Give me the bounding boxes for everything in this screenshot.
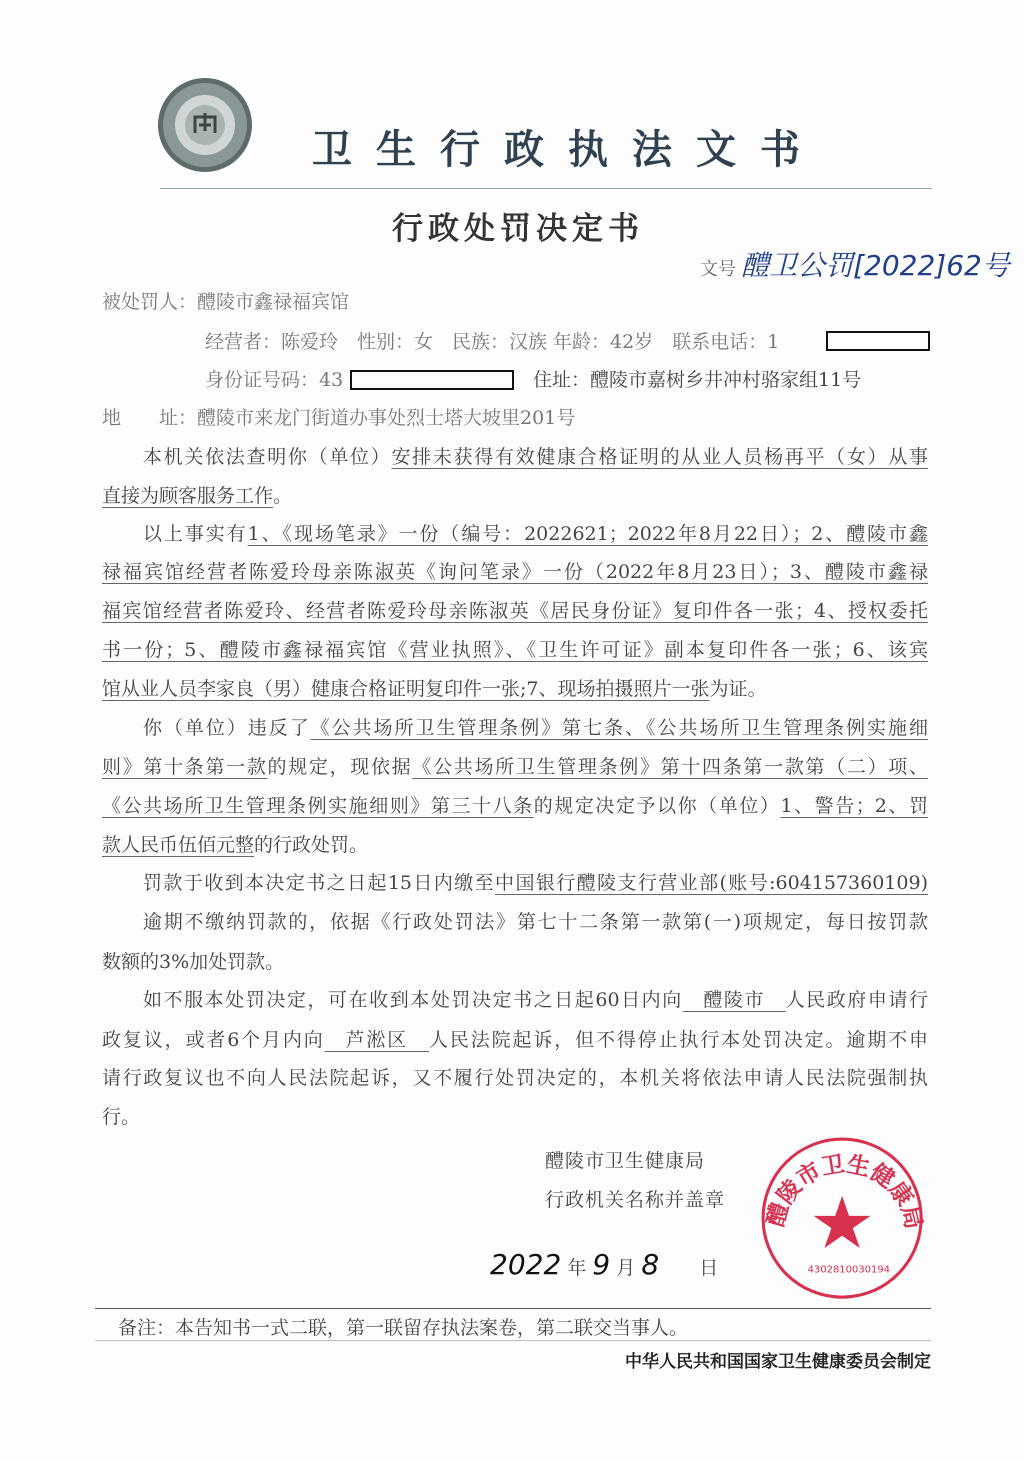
agency-name: 醴陵市卫生健康局: [545, 1150, 706, 1172]
divider: [160, 188, 932, 189]
divider: [95, 1308, 931, 1309]
agency-seal-label: 行政机关名称并盖章: [545, 1189, 726, 1211]
body-line: [143, 909, 928, 935]
form-text: 请行政复议也不向人民法院起诉，又不履行处罚决定的，本机关将依法申请人民法院强制执: [102, 1067, 928, 1089]
body-line: [102, 598, 928, 624]
date-day: 8: [641, 1248, 660, 1281]
body-line: [102, 1104, 140, 1130]
body-line: [102, 832, 368, 858]
body-line: [143, 870, 928, 896]
body-line: [102, 559, 928, 585]
body-line: [102, 637, 928, 663]
decision-date: [490, 1248, 718, 1281]
underlined-fill-text: 《公共场所卫生管理条例实施细则》第三十八条: [102, 795, 534, 817]
form-text: 逾期不缴纳罚款的，依据《行政处罚法》第七十二条第一款第(一)项规定，每日按罚款: [143, 911, 928, 933]
form-text: 本机关依法查明你（单位）: [143, 446, 392, 468]
form-text: 数额的3%加处罚款。: [102, 951, 285, 973]
underlined-fill-text: 芦淞区: [324, 1029, 429, 1051]
form-text: 的规定决定予以你（单位）: [533, 795, 781, 817]
underlined-fill-text: 《公共场所卫生管理条例》第七条、《公共场所卫生管理条例实施细: [310, 717, 928, 739]
document-title: 行政处罚决定书: [392, 211, 644, 247]
body-line: [102, 949, 284, 975]
underlined-fill-text: 禄福宾馆经营者陈爱玲母亲陈淑英《询问笔录》一份（2022年8月23日）；3、醴陵市鑫禄: [102, 561, 928, 583]
penalized-party: 被处罚人：醴陵市鑫禄福宾馆: [102, 291, 350, 313]
operator-info: 经营者：陈爱玲 性别：女 民族：汉族 年龄：42岁 联系电话：1: [205, 331, 780, 353]
seal-arc-text: 醴陵市卫生健康局: [762, 1151, 925, 1232]
document-number-label: 文号: [700, 259, 736, 280]
underlined-fill-text: 1、警告；2、罚: [780, 795, 928, 817]
body-line: [102, 483, 292, 509]
form-text: 为证。: [709, 678, 767, 700]
underlined-fill-text: 《公共场所卫生管理条例》第十四条第一款第（二）项、: [412, 756, 928, 778]
form-text: 行。: [102, 1106, 141, 1128]
residence: 住址：醴陵市嘉树乡井冲村骆家组11号: [533, 369, 862, 391]
document-category-title: 卫生行政执法文书: [312, 126, 824, 173]
form-issuer: 中华人民共和国国家卫生健康委员会制定: [625, 1352, 931, 1372]
body-line: [102, 1027, 928, 1053]
divider: [95, 1340, 931, 1341]
body-line: [102, 793, 928, 819]
underlined-fill-text: 款人民币伍佰元整: [102, 834, 255, 856]
seal-code: 4302810030194: [807, 1264, 891, 1276]
underlined-fill-text: 直接为顾客服务工作: [102, 485, 274, 507]
id-number-label: 身份证号码：43: [205, 369, 344, 391]
body-line: [102, 754, 928, 780]
date-month: 9: [592, 1248, 611, 1281]
redaction-box-phone: [826, 331, 930, 351]
day-label: 日: [699, 1257, 719, 1279]
body-line: [102, 1065, 928, 1091]
form-text: 人民法院起诉，但不得停止执行本处罚决定。逾期不申: [429, 1029, 928, 1051]
document-number-handwritten: 醴卫公罚[2022]62号: [741, 249, 1010, 282]
form-text: 的规定，现依据: [267, 756, 413, 778]
body-line: [143, 444, 928, 470]
body-line: [143, 987, 928, 1013]
form-text: 如不服本处罚决定，可在收到本处罚决定书之日起60日内向: [143, 989, 683, 1011]
year-label: 年: [567, 1257, 587, 1279]
body-line: [102, 676, 767, 702]
remark-note: 备注：本告知书一式二联，第一联留存执法案卷，第二联交当事人。: [118, 1317, 689, 1339]
month-label: 月: [616, 1257, 636, 1279]
form-text: 以上事实有: [143, 523, 248, 545]
form-text: 。: [273, 485, 293, 507]
underlined-fill-text: 书一份；5、醴陵市鑫禄福宾馆《营业执照》、《卫生许可证》副本复印件各一张；6、该宾: [102, 639, 928, 661]
business-address: 地 址：醴陵市来龙门街道办事处烈士塔大坡里201号: [102, 407, 576, 429]
redaction-box-id: [350, 370, 514, 390]
form-text: 的行政处罚。: [254, 834, 369, 856]
form-text: 你（单位）违反了: [143, 717, 311, 739]
health-commission-emblem: [155, 75, 255, 175]
underlined-fill-text: 中国银行醴陵支行营业部(账号:604157360109): [495, 872, 928, 894]
underlined-fill-text: 1、《现场笔录》一份（编号：2022621；2022年8月22日）；2、醴陵市鑫: [247, 523, 928, 545]
underlined-fill-text: 馆从业人员李家良（男）健康合格证明复印件一张;7、现场拍摄照片一张: [102, 678, 710, 700]
form-text: 政复议，或者6个月内向: [102, 1029, 325, 1051]
underlined-fill-text: 福宾馆经营者陈爱玲、经营者陈爱玲母亲陈淑英《居民身份证》复印件各一张；4、授权委托: [102, 600, 928, 622]
document-number: [700, 244, 1010, 284]
date-year: 2022: [490, 1248, 562, 1281]
form-text: 人民政府申请行: [785, 989, 928, 1011]
body-line: [143, 521, 928, 547]
official-red-seal: [760, 1136, 925, 1301]
body-line: [143, 715, 928, 741]
form-text: 罚款于收到本决定书之日起15日内缴至: [143, 872, 496, 894]
underlined-fill-text: 醴陵市: [682, 989, 786, 1011]
underlined-fill-text: 安排未获得有效健康合格证明的从业人员杨再平（女）从事: [391, 446, 928, 468]
underlined-fill-text: 则》第十条第一款: [102, 756, 268, 778]
